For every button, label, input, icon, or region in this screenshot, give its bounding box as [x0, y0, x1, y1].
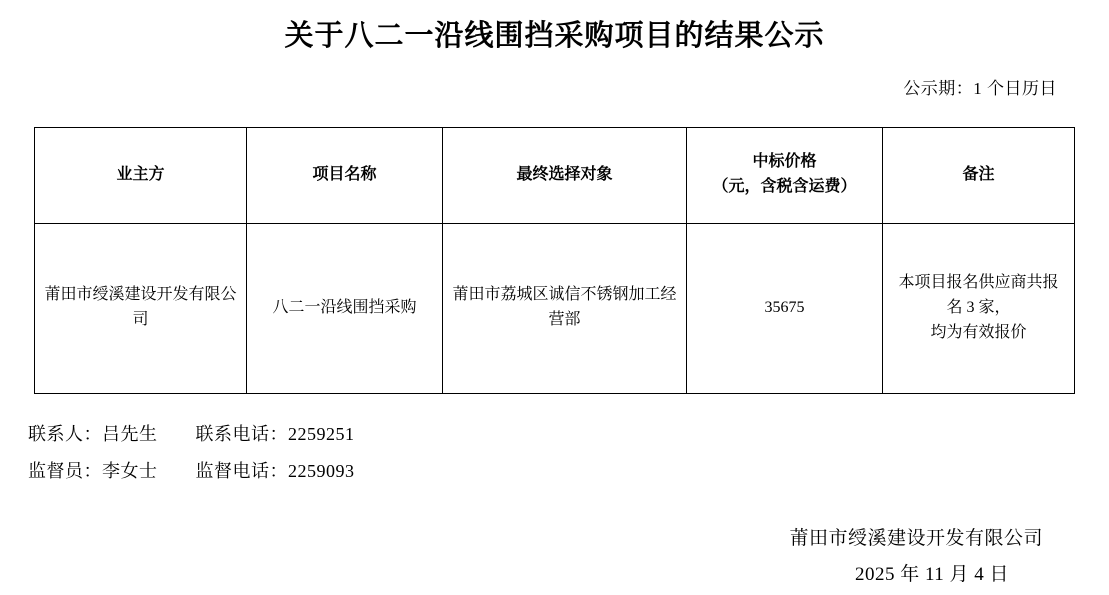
cell-remark-line1: 本项目报名供应商共报名 3 家，	[898, 273, 1059, 316]
contact-phone: 联系电话：2259251	[195, 423, 355, 444]
contact-row-supervisor	[28, 453, 1109, 491]
contact-block	[0, 416, 1109, 492]
contact-row-person	[28, 416, 1109, 454]
supervisor-person: 监督员：李女士	[28, 461, 158, 482]
cell-project-name: 八二一沿线围挡采购	[247, 223, 443, 393]
document-page	[0, 8, 1109, 595]
footer-date: 2025 年 11 月 4 日	[854, 564, 1009, 586]
table-row	[35, 223, 1075, 393]
column-header-owner: 业主方	[35, 127, 247, 223]
column-header-bid-price	[687, 127, 883, 223]
page-title: 关于八二一沿线围挡采购项目的结果公示	[284, 20, 825, 52]
column-header-remark: 备注	[883, 127, 1075, 223]
table-header-row	[35, 127, 1075, 223]
table-header	[35, 127, 1075, 223]
footer-organization: 莆田市绶溪建设开发有限公司	[789, 528, 1043, 550]
notice-period: 公示期：1 个日历日	[903, 78, 1057, 98]
cell-bid-price: 35675	[687, 223, 883, 393]
supervisor-phone: 监督电话：2259093	[195, 461, 355, 482]
column-header-bid-price-line1: 中标价格	[752, 153, 817, 171]
column-header-final-selection: 最终选择对象	[443, 127, 687, 223]
cell-remark	[883, 223, 1075, 393]
column-header-project-name: 项目名称	[247, 127, 443, 223]
cell-final-selection: 莆田市荔城区诚信不锈钢加工经营部	[443, 223, 687, 393]
column-header-bid-price-line2: （元，含税含运费）	[712, 178, 857, 196]
cell-remark-line2: 均为有效报价	[930, 323, 1027, 341]
cell-owner: 莆田市绶溪建设开发有限公司	[35, 223, 247, 393]
contact-person: 联系人：吕先生	[28, 423, 158, 444]
result-table	[34, 127, 1075, 394]
table-body	[35, 223, 1075, 393]
